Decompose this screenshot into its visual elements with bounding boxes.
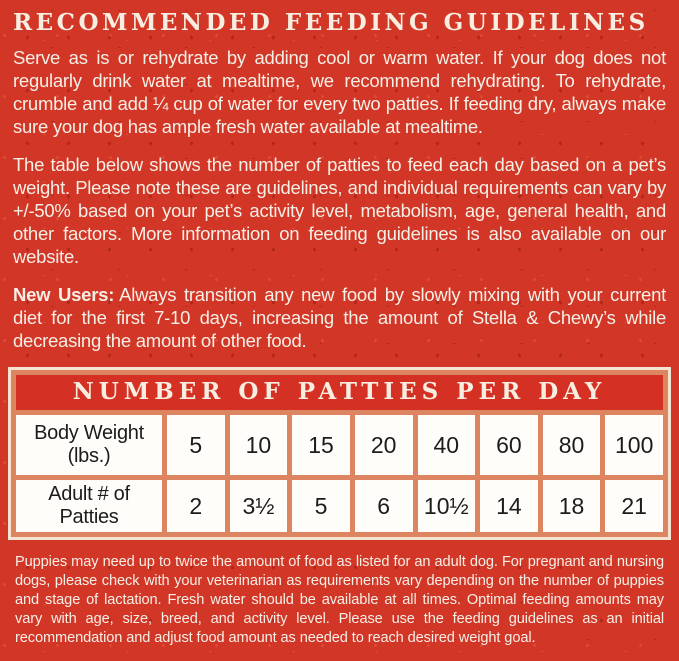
- body-weight-value: 80: [543, 415, 601, 475]
- patties-value: 18: [543, 480, 601, 532]
- patties-value: 2: [167, 480, 225, 532]
- patties-value: 14: [480, 480, 538, 532]
- body-weight-value: 10: [230, 415, 288, 475]
- intro-paragraph-table-note: The table below shows the number of patties to feed each day based on a pet’s weight. Please note these are guidelines, and individual requirements can vary by +/-50% based on your pet’s activity level, metabolism, age, general health, and other factors. More information on feeding guidelines is also available on our website.: [13, 154, 666, 267]
- page-title: RECOMMENDED FEEDING GUIDELINES: [13, 9, 649, 36]
- body-weight-value: 15: [292, 415, 350, 475]
- intro-paragraph-new-users: [13, 283, 666, 352]
- patties-table-title: NUMBER OF PATTIES PER DAY: [16, 375, 663, 410]
- patties-value: 10½: [418, 480, 476, 532]
- body-weight-value: 20: [355, 415, 413, 475]
- intro-paragraph-serving: Serve as is or rehydrate by adding cool or warm water. If your dog does not regularly drink water at mealtime, we recommend rehydrating. To rehydrate, crumble and add ¼ cup of water for every two patties. If feeding dry, always make sure your dog has ample fresh water available at mealtime.: [13, 47, 666, 137]
- body-weight-value: 5: [167, 415, 225, 475]
- patties-value: 3½: [230, 480, 288, 532]
- row-label-body-weight: [16, 415, 162, 475]
- patties-value: 5: [292, 480, 350, 532]
- body-weight-value: 100: [605, 415, 663, 475]
- row-label-adult-patties-line1: Adult # of: [48, 483, 130, 505]
- patties-table: [8, 367, 671, 540]
- patties-table-grid: [16, 415, 663, 532]
- body-weight-value: 60: [480, 415, 538, 475]
- new-users-text: Always transition any new food by slowly mixing with your current diet for the first 7-10 days, increasing the amount of Stella & Chewy’s while decreasing the amount of other food.: [13, 284, 667, 351]
- row-label-adult-patties-line2: Patties: [59, 506, 119, 528]
- patties-value: 21: [605, 480, 663, 532]
- patties-value: 6: [355, 480, 413, 532]
- new-users-label: New Users:: [13, 284, 115, 305]
- row-label-adult-patties: [16, 480, 162, 532]
- row-label-body-weight-line2: (lbs.): [67, 445, 111, 467]
- footer-note: Puppies may need up to twice the amount of food as listed for an adult dog. For pregnant and nursing dogs, please check with your veterinarian as requirements vary depending on the number of puppies and stage of lactation. Fresh water should be available at all times. Optimal feeding amounts may vary with age, size, breed, and activity level. Please use the feeding guidelines as an initial recommendation and adjust food amount as needed to reach desired weight goal.: [15, 554, 664, 646]
- body-weight-value: 40: [418, 415, 476, 475]
- row-label-body-weight-line1: Body Weight: [34, 422, 144, 444]
